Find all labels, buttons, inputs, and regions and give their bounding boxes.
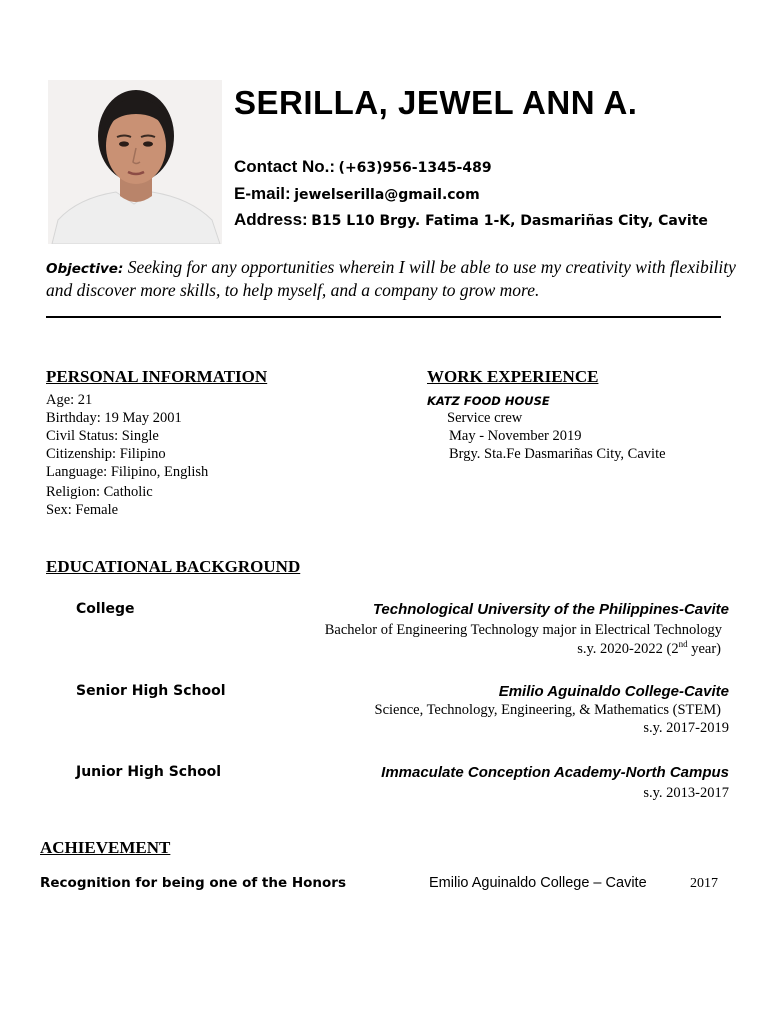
- email-line: [234, 184, 480, 204]
- edu-sy-college-sup: nd: [678, 639, 688, 649]
- edu-program-senior-high: Science, Technology, Engineering, & Mathematics (STEM): [374, 702, 721, 718]
- edu-sy-college-suffix: year): [687, 640, 721, 657]
- section-divider: [46, 316, 721, 318]
- email-label: E-mail:: [234, 184, 291, 203]
- edu-level-senior-high: Senior High School: [76, 683, 226, 699]
- edu-sy-college: [577, 639, 721, 658]
- edu-sy-college-prefix: s.y. 2020-2022 (2: [577, 640, 679, 657]
- objective-text: Seeking for any opportunities wherein I will be able to use my creativity with flexibility and discover more skills, to help myself, and a company to grow more.: [46, 257, 736, 300]
- address-label: Address:: [234, 210, 308, 229]
- work-period: May - November 2019: [449, 428, 582, 444]
- edu-school-college: Technological University of the Philippines-Cavite: [372, 601, 729, 618]
- achievement-year: 2017: [690, 876, 718, 891]
- personal-language: Language: Filipino, English: [46, 464, 209, 480]
- work-experience-heading: WORK EXPERIENCE: [427, 367, 599, 386]
- edu-level-junior-high: Junior High School: [76, 764, 222, 780]
- personal-citizenship: Citizenship: Filipino: [46, 446, 166, 462]
- edu-school-senior-high: Emilio Aguinaldo College-Cavite: [498, 683, 729, 700]
- personal-civil-status: Civil Status: Single: [46, 428, 159, 444]
- achievement-heading: ACHIEVEMENT: [40, 838, 171, 857]
- edu-sy-senior-high: s.y. 2017-2019: [643, 720, 729, 736]
- contact-value: (+63)956-1345-489: [338, 160, 492, 176]
- edu-school-junior-high: Immaculate Conception Academy-North Campus: [381, 764, 729, 781]
- edu-program-college: Bachelor of Engineering Technology major in Electrical Technology: [324, 622, 722, 638]
- personal-religion: Religion: Catholic: [46, 484, 153, 500]
- work-position: Service crew: [447, 410, 523, 426]
- person-portrait-icon: [48, 80, 222, 244]
- edu-level-college: College: [76, 601, 135, 617]
- personal-sex: Sex: Female: [46, 502, 119, 518]
- address-value: B15 L10 Brgy. Fatima 1-K, Dasmariñas City, Cavite: [311, 213, 708, 229]
- objective-label: Objective:: [46, 261, 124, 277]
- contact-label: Contact No.:: [234, 157, 336, 176]
- profile-photo: [48, 80, 222, 244]
- personal-info-heading: PERSONAL INFORMATION: [46, 367, 268, 386]
- edu-sy-junior-high: s.y. 2013-2017: [643, 785, 729, 801]
- address-line: [234, 210, 708, 230]
- work-location: Brgy. Sta.Fe Dasmariñas City, Cavite: [449, 446, 666, 462]
- objective-paragraph: [46, 257, 736, 301]
- achievement-school: Emilio Aguinaldo College – Cavite: [429, 875, 647, 891]
- work-company: KATZ FOOD HOUSE: [427, 394, 550, 408]
- achievement-title: Recognition for being one of the Honors: [40, 875, 346, 891]
- email-value: jewelserilla@gmail.com: [294, 187, 480, 203]
- personal-age: Age: 21: [46, 392, 93, 408]
- education-heading: EDUCATIONAL BACKGROUND: [46, 557, 301, 576]
- personal-birthday: Birthday: 19 May 2001: [46, 410, 182, 426]
- contact-number-line: [234, 157, 492, 177]
- applicant-name: SERILLA, JEWEL ANN A.: [234, 84, 638, 121]
